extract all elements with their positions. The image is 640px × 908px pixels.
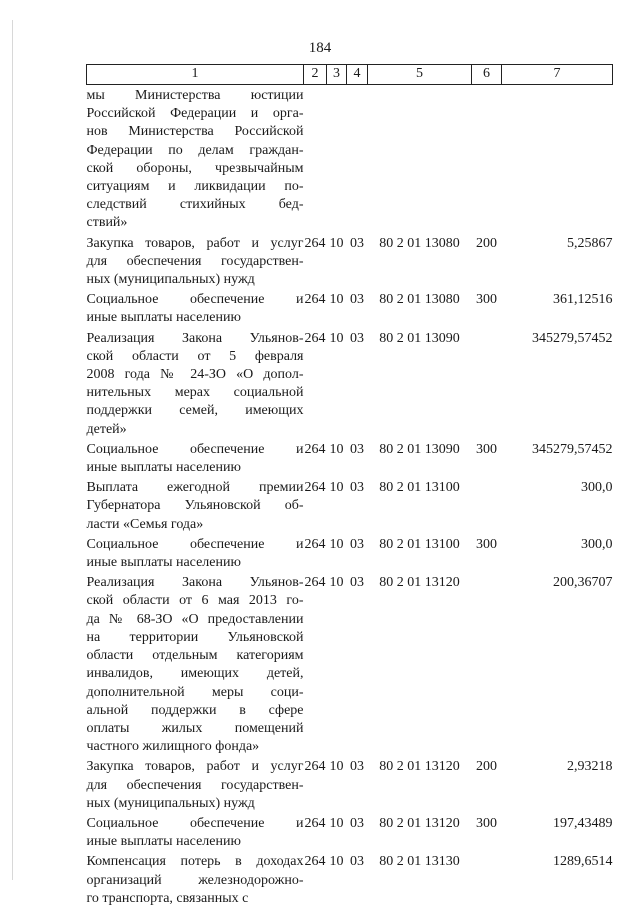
description-line: мы Министерства юстиции <box>86 88 304 103</box>
amount: 361,12516 <box>553 292 613 308</box>
code-section <box>327 85 347 233</box>
budget-table <box>86 64 613 908</box>
amount: 197,43489 <box>553 815 613 831</box>
description-line: инвалидов, имеющих детей, <box>86 666 304 682</box>
row-description <box>87 85 304 233</box>
amount: 300,0 <box>581 536 613 552</box>
description-line: нительных мерах социальной <box>86 385 304 401</box>
table-row <box>87 756 613 813</box>
code-section: 10 <box>329 441 344 457</box>
description-line: ных (муниципальных) нужд <box>86 272 255 288</box>
description-line: ской области от 5 февраля <box>86 348 304 364</box>
amount: 5,25867 <box>567 235 613 251</box>
code-expense-type <box>472 85 502 233</box>
amount: 1289,6514 <box>553 854 613 870</box>
code-admin: 264 <box>304 759 326 775</box>
description-line: организаций железнодорожно- <box>86 872 304 888</box>
amount: 345279,57452 <box>532 441 613 457</box>
table-row <box>87 328 613 439</box>
description-line: го транспорта, связанных с <box>86 890 249 906</box>
code-subsection: 03 <box>350 815 364 831</box>
row-description <box>87 289 304 327</box>
column-header: 1 <box>87 65 304 85</box>
code-target-article <box>368 85 472 233</box>
code-section: 10 <box>329 575 344 591</box>
code-target-article: 80 2 01 13100 <box>379 480 460 496</box>
code-subsection <box>347 85 368 233</box>
description-line: области отдельным категориям <box>86 648 304 664</box>
description-line: иные выплаты населению <box>86 555 241 571</box>
table-row <box>87 233 613 290</box>
code-admin: 264 <box>304 854 326 870</box>
description-line: Реализация Закона Ульянов- <box>86 330 304 346</box>
description-line: ситуациям и ликвидации по- <box>86 179 304 195</box>
code-subsection: 03 <box>350 480 364 496</box>
description-line: Федерации по делам граждан- <box>86 142 304 158</box>
description-line: детей» <box>86 421 127 437</box>
description-line: Российской Федерации и орга- <box>86 106 304 122</box>
description-line: иные выплаты населению <box>86 310 241 326</box>
code-target-article: 80 2 01 13120 <box>379 759 460 775</box>
code-subsection: 03 <box>350 536 364 552</box>
column-header: 7 <box>502 65 613 85</box>
code-section: 10 <box>329 330 344 346</box>
code-section: 10 <box>329 815 344 831</box>
row-description <box>87 813 304 851</box>
code-target-article: 80 2 01 13130 <box>379 854 460 870</box>
code-subsection: 03 <box>350 235 364 251</box>
description-line: поддержки семей, имеющих <box>86 403 304 419</box>
table-row <box>87 851 613 908</box>
code-subsection: 03 <box>350 330 364 346</box>
table-row <box>87 813 613 851</box>
code-admin <box>304 85 327 233</box>
scan-margin-line <box>12 20 13 880</box>
code-expense-type: 300 <box>476 536 497 552</box>
table-body <box>87 85 613 908</box>
description-line: Социальное обеспечение и <box>86 441 304 457</box>
description-line: ствий» <box>86 215 128 231</box>
code-target-article: 80 2 01 13120 <box>379 575 460 591</box>
description-line: иные выплаты населению <box>86 834 241 850</box>
code-section: 10 <box>329 235 344 251</box>
description-line: Закупка товаров, работ и услуг <box>86 759 304 775</box>
description-line: Выплата ежегодной премии <box>86 480 304 496</box>
code-target-article: 80 2 01 13080 <box>379 235 460 251</box>
code-expense-type <box>472 328 502 439</box>
description-line: Социальное обеспечение и <box>86 536 304 552</box>
code-subsection: 03 <box>350 441 364 457</box>
description-line: ской области от 6 мая 2013 го- <box>86 593 304 609</box>
table-row <box>87 289 613 327</box>
description-line: ласти «Семья года» <box>86 516 204 532</box>
description-line: для обеспечения государствен- <box>86 777 304 793</box>
description-line: Компенсация потерь в доходах <box>86 854 304 870</box>
description-line: на территории Ульяновской <box>86 629 304 645</box>
code-admin: 264 <box>304 536 326 552</box>
code-section: 10 <box>329 854 344 870</box>
column-header: 5 <box>368 65 472 85</box>
code-expense-type: 300 <box>476 815 497 831</box>
code-section: 10 <box>329 480 344 496</box>
column-header: 3 <box>327 65 347 85</box>
code-admin: 264 <box>304 441 326 457</box>
row-description <box>87 756 304 813</box>
row-description <box>87 328 304 439</box>
code-subsection: 03 <box>350 854 364 870</box>
code-admin: 264 <box>304 575 326 591</box>
code-expense-type: 200 <box>476 759 497 775</box>
description-line: ных (муниципальных) нужд <box>86 795 255 811</box>
description-line: да № 68-ЗО «О предоставлении <box>86 611 304 627</box>
code-expense-type <box>472 572 502 756</box>
amount <box>502 85 613 233</box>
description-line: для обеспечения государствен- <box>86 253 304 269</box>
description-line: следствий стихийных бед- <box>86 197 304 213</box>
code-admin: 264 <box>304 815 326 831</box>
code-expense-type: 300 <box>476 441 497 457</box>
description-line: оплаты жилых помещений <box>86 720 304 736</box>
description-line: альной поддержки в сфере <box>86 702 304 718</box>
code-target-article: 80 2 01 13090 <box>379 330 460 346</box>
code-section: 10 <box>329 536 344 552</box>
description-line: 2008 года № 24-ЗО «О допол- <box>86 367 304 383</box>
row-description <box>87 534 304 572</box>
code-admin: 264 <box>304 235 326 251</box>
table-header-row <box>87 65 613 85</box>
code-subsection: 03 <box>350 292 364 308</box>
code-subsection: 03 <box>350 759 364 775</box>
code-admin: 264 <box>304 330 326 346</box>
description-line: Социальное обеспечение и <box>86 815 304 831</box>
code-expense-type: 300 <box>476 292 497 308</box>
code-expense-type: 200 <box>476 235 497 251</box>
column-header: 6 <box>472 65 502 85</box>
description-line: Губернатора Ульяновской об- <box>86 498 304 514</box>
row-description <box>87 477 304 534</box>
row-description <box>87 233 304 290</box>
table-row <box>87 439 613 477</box>
code-section: 10 <box>329 759 344 775</box>
code-admin: 264 <box>304 480 326 496</box>
code-expense-type <box>472 477 502 534</box>
code-target-article: 80 2 01 13080 <box>379 292 460 308</box>
table-row <box>87 572 613 756</box>
code-target-article: 80 2 01 13090 <box>379 441 460 457</box>
row-description <box>87 439 304 477</box>
description-line: ской обороны, чрезвычайным <box>86 160 304 176</box>
description-line: Закупка товаров, работ и услуг <box>86 235 304 251</box>
description-line: Социальное обеспечение и <box>86 292 304 308</box>
amount: 2,93218 <box>567 759 613 775</box>
row-description <box>87 851 304 908</box>
table-row <box>87 534 613 572</box>
code-target-article: 80 2 01 13120 <box>379 815 460 831</box>
amount: 300,0 <box>581 480 613 496</box>
code-section: 10 <box>329 292 344 308</box>
column-header: 4 <box>347 65 368 85</box>
code-target-article: 80 2 01 13100 <box>379 536 460 552</box>
description-line: иные выплаты населению <box>86 460 241 476</box>
code-subsection: 03 <box>350 575 364 591</box>
description-line: Реализация Закона Ульянов- <box>86 575 304 591</box>
amount: 200,36707 <box>553 575 613 591</box>
code-expense-type <box>472 851 502 908</box>
column-header: 2 <box>304 65 327 85</box>
row-description <box>87 572 304 756</box>
table-row <box>87 477 613 534</box>
description-line: дополнительной меры соци- <box>86 684 304 700</box>
page-number: 184 <box>308 40 332 56</box>
table-row <box>87 85 613 233</box>
description-line: частного жилищного фонда» <box>86 739 260 755</box>
code-admin: 264 <box>304 292 326 308</box>
description-line: нов Министерства Российской <box>86 124 304 140</box>
amount: 345279,57452 <box>532 330 613 346</box>
